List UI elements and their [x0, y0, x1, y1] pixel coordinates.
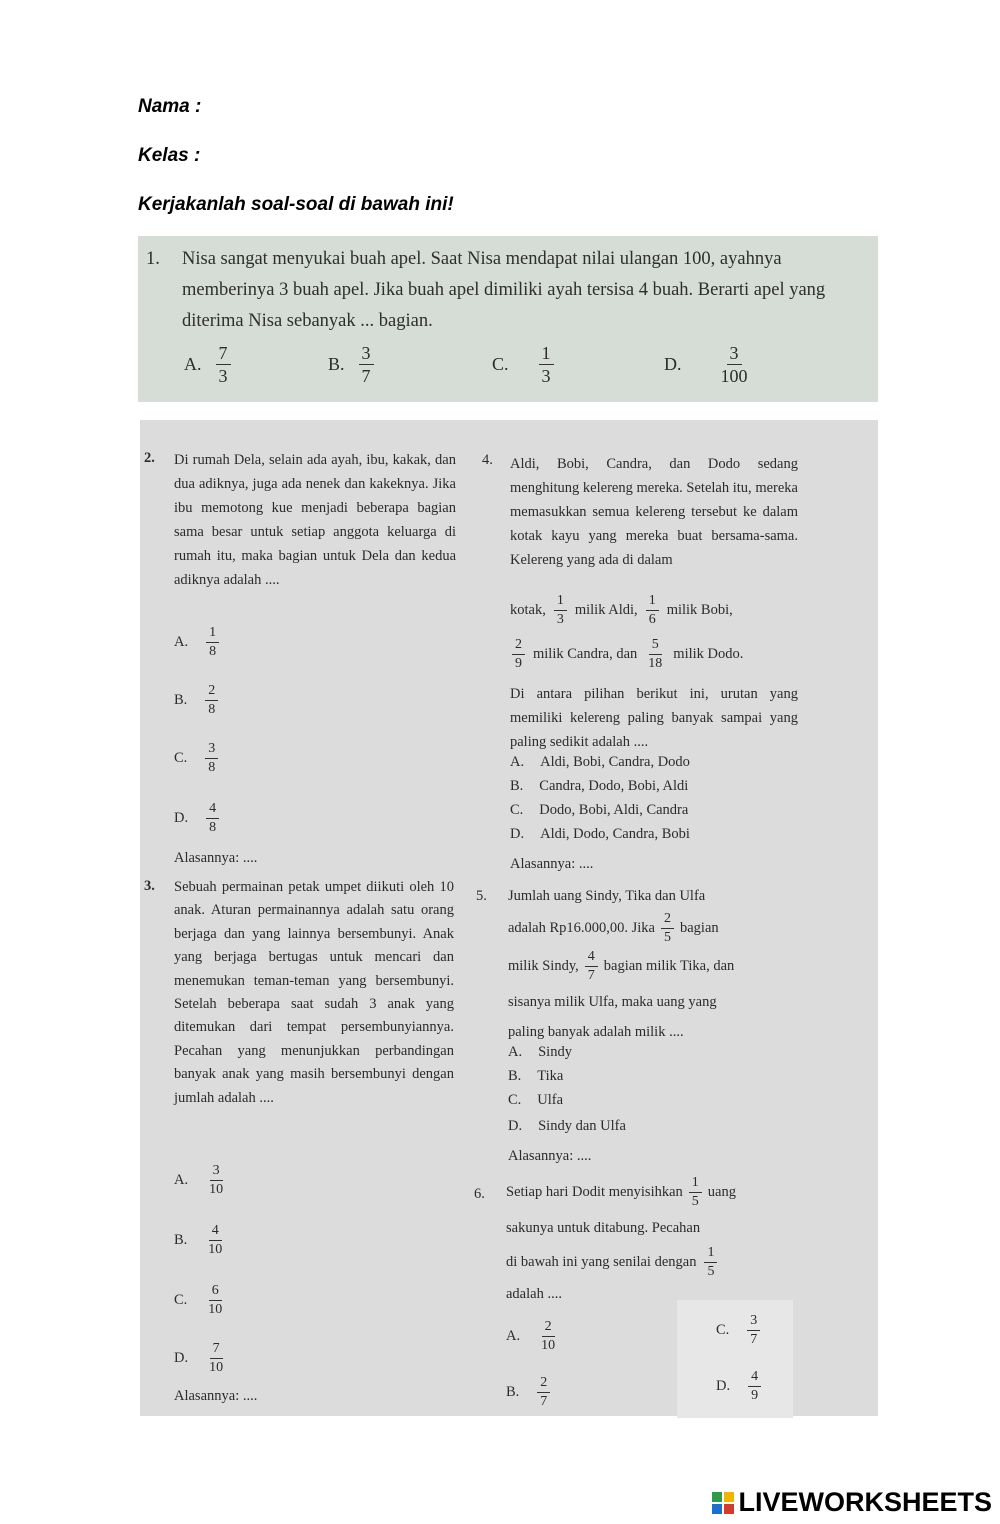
q1-text: Nisa sangat menyukai buah apel. Saat Nisa mendapat nilai ulangan 100, ayahnya memberinya 3 buah apel. Jika buah apel dimiliki ayah tersisa 4 buah. Berarti apel yang diterima Nisa sebanyak ... bagian. — [182, 249, 826, 331]
q3-text: Sebuah permainan petak umpet diikuti oleh 10 anak. Aturan permainannya adalah satu orang berjaga dan yang lainnya bersembunyi. Anak yang berjaga bertugas untuk mencari dan menemukan teman-teman yang bersembunyi. Setelah beberapa saat sudah 3 anak yang ditemukan dari tempat persembunyiannya. Pecahan yang menunjukkan perbandingan banyak anak yang masih bersembunyi dengan jumlah adalah .... — [174, 879, 454, 1106]
q3-option-b: B. $\frac{4}{10}$ — [174, 1224, 225, 1257]
q4-text-2: Di antara pilihan berikut ini, urutan yang memiliki kelereng paling banyak sampai yang paling sedikit adalah .... — [510, 686, 798, 750]
q4-number: 4. — [482, 452, 493, 468]
fraction: $\frac{4}{7}$ — [585, 950, 598, 983]
q5-option-d: D. Sindy dan Ulfa — [508, 1118, 626, 1134]
liveworksheets-logo — [712, 1487, 992, 1518]
q4-line-fractions-2: $\frac{2}{9}$ milik Candra, dan $\frac{5}{18}$ milik Dodo. — [512, 638, 743, 671]
q6-number: 6. — [474, 1186, 485, 1202]
fraction: $\frac{1}{5}$ — [689, 1176, 702, 1209]
name-label: Nama : — [138, 96, 202, 117]
questions-2-6-image — [140, 420, 878, 1416]
fraction: $\frac{2}{8}$ — [205, 684, 218, 717]
q5-line-3: milik Sindy, $\frac{4}{7}$ bagian milik Tika, dan — [508, 949, 735, 983]
q1-number: 1. — [146, 249, 160, 269]
q2-option-a: A. $\frac{1}{8}$ — [174, 626, 219, 659]
q2-reason: Alasannya: .... — [174, 850, 258, 866]
q3-option-a: A. $\frac{3}{10}$ — [174, 1164, 226, 1197]
q1-option-d: D. $\frac{3}{100}$ — [664, 344, 751, 385]
q5-line-5: paling banyak adalah milik .... — [508, 1024, 684, 1040]
q4-option-c: C. Dodo, Bobi, Aldi, Candra — [510, 802, 689, 818]
q2-number: 2. — [144, 450, 155, 466]
q5-line-4: sisanya milik Ulfa, maka uang yang — [508, 994, 717, 1010]
q6-option-a: A. $\frac{2}{10}$ — [506, 1320, 558, 1353]
q6-option-c: C. $\frac{3}{7}$ — [716, 1314, 760, 1347]
q5-number: 5. — [476, 888, 487, 904]
q5-option-c: C. Ulfa — [508, 1092, 564, 1108]
q6-line-4: adalah .... — [506, 1286, 562, 1302]
fraction: $\frac{6}{10}$ — [208, 1283, 223, 1317]
q2-option-b: B. $\frac{2}{8}$ — [174, 684, 218, 717]
q3-reason: Alasannya: .... — [174, 1388, 258, 1404]
q6-line-2: sakunya untuk ditabung. Pecahan — [506, 1220, 701, 1236]
q2-option-c: C. $\frac{3}{8}$ — [174, 742, 218, 775]
q5-line-1: Jumlah uang Sindy, Tika dan Ulfa — [508, 888, 706, 904]
fraction: $\frac{3}{8}$ — [205, 742, 218, 775]
brand-grid-icon — [712, 1492, 734, 1514]
q4-reason: Alasannya: .... — [510, 856, 594, 872]
q3-option-d: D. $\frac{7}{10}$ — [174, 1342, 226, 1375]
fraction: $\frac{1}{5}$ — [704, 1246, 717, 1279]
fraction: $\frac{3}{10}$ — [209, 1163, 224, 1197]
fraction: $\frac{3}{100}$ — [720, 343, 748, 386]
q4-line-fractions-1: kotak, $\frac{1}{3}$ milik Aldi, $\frac{1}{6}$ milik Bobi, — [510, 593, 733, 627]
fraction: $\frac{2}{5}$ — [661, 912, 674, 945]
q2-option-d: D. $\frac{4}{8}$ — [174, 802, 219, 835]
fraction: $\frac{5}{18}$ — [648, 637, 663, 671]
fraction: $\frac{3}{7}$ — [747, 1314, 760, 1347]
q5-reason: Alasannya: .... — [508, 1148, 592, 1164]
fraction: $\frac{2}{10}$ — [541, 1319, 556, 1353]
fraction: $\frac{1}{3}$ — [554, 594, 567, 627]
q5-option-a: A. Sindy — [508, 1044, 572, 1060]
q2-text: Di rumah Dela, selain ada ayah, ibu, kakak, dan dua adiknya, juga ada nenek dan kakeknya. Jika ibu memotong kue menjadi beberapa bagian sama besar untuk setiap anggota keluarga di rumah itu, maka bagian untuk Dela dan kedua adiknya adalah .... — [174, 452, 456, 588]
q5-line-2: adalah Rp16.000,00. Jika $\frac{2}{5}$ bagian — [508, 911, 719, 945]
q4-option-a: A. Aldi, Bobi, Candra, Dodo — [510, 754, 690, 770]
fraction: $\frac{3}{7}$ — [359, 344, 374, 385]
q1-option-b: B. $\frac{3}{7}$ — [328, 344, 374, 385]
q1-option-a: A. $\frac{7}{3}$ — [184, 344, 231, 385]
fraction: $\frac{4}{10}$ — [208, 1223, 223, 1257]
q4-option-b: B. Candra, Dodo, Bobi, Aldi — [510, 778, 689, 794]
fraction: $\frac{4}{8}$ — [206, 802, 219, 835]
class-label: Kelas : — [138, 145, 201, 166]
q1-option-c: C. $\frac{1}{3}$ — [492, 344, 554, 385]
fraction: $\frac{4}{9}$ — [748, 1370, 761, 1403]
q6-option-b: B. $\frac{2}{7}$ — [506, 1376, 550, 1409]
q6-line-1: Setiap hari Dodit menyisihkan $\frac{1}{5}$ uang — [506, 1175, 736, 1209]
fraction: $\frac{2}{9}$ — [512, 638, 525, 671]
fraction: $\frac{7}{10}$ — [209, 1341, 224, 1375]
q6-option-d: D. $\frac{4}{9}$ — [716, 1370, 761, 1403]
fraction: $\frac{7}{3}$ — [216, 344, 231, 385]
fraction: $\frac{1}{3}$ — [539, 344, 554, 385]
brand-name: LIVEWORKSHEETS — [738, 1487, 992, 1517]
q5-option-b: B. Tika — [508, 1068, 564, 1084]
question-1-image — [138, 236, 878, 402]
q3-option-c: C. $\frac{6}{10}$ — [174, 1284, 225, 1317]
q4-option-d: D. Aldi, Dodo, Candra, Bobi — [510, 826, 690, 842]
fraction: $\frac{1}{6}$ — [646, 594, 659, 627]
fraction: $\frac{2}{7}$ — [537, 1376, 550, 1409]
q3-number: 3. — [144, 878, 155, 894]
q6-line-3: di bawah ini yang senilai dengan $\frac{1}{5}$ — [506, 1246, 717, 1279]
q4-text: Aldi, Bobi, Candra, dan Dodo sedang menghitung kelereng mereka. Setelah itu, mereka memasukkan semua kelereng tersebut ke dalam kotak kayu yang mereka buat bersama-sama. Kelereng yang ada di dalam — [510, 456, 798, 568]
fraction: $\frac{1}{8}$ — [206, 626, 219, 659]
instruction: Kerjakanlah soal-soal di bawah ini! — [138, 194, 454, 215]
